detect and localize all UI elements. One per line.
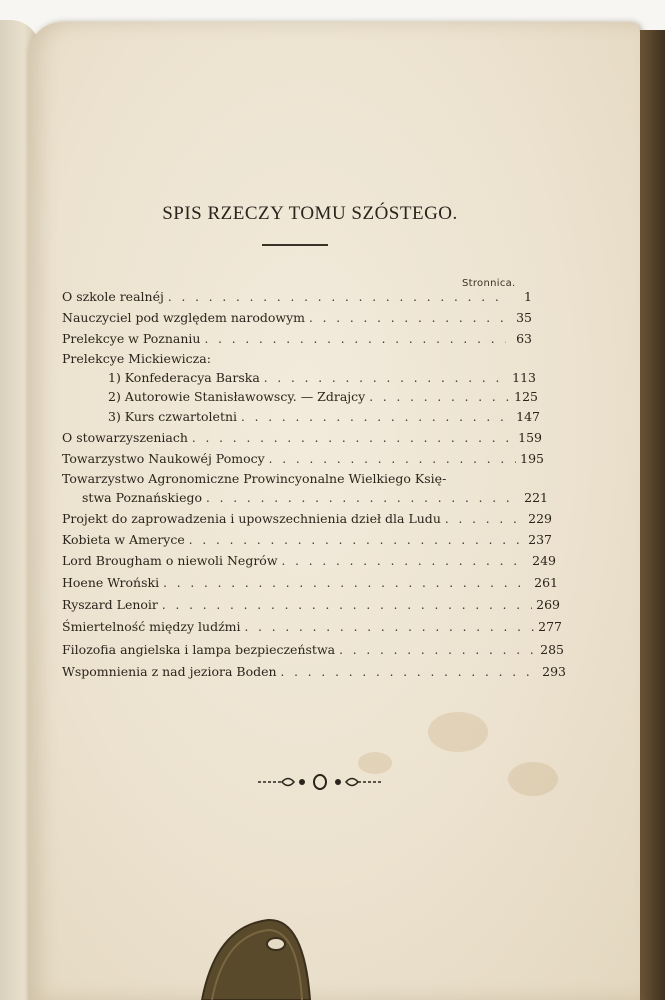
dot-leader [241,410,512,424]
toc-entry-title: O szkole realnéj [62,289,164,304]
toc-entry[interactable] [62,575,558,595]
dot-leader [206,491,520,505]
toc-entry[interactable] [62,597,560,617]
toc-entry[interactable] [62,532,552,552]
toc-entry-page: 221 [524,490,548,505]
toc-entry[interactable] [62,471,552,491]
dot-leader [339,643,536,657]
dot-leader [245,620,535,634]
toc-entry-page: 285 [540,642,564,657]
toc-entry-page: 237 [528,532,552,547]
toc-entry-title: 3) Kurs czwartoletni [108,409,238,424]
toc-entry-page: 125 [514,389,538,404]
dot-leader [168,290,506,304]
dot-leader [445,512,524,526]
page-title: SPIS RZECZY TOMU SZÓSTEGO. [162,203,458,224]
toc-entry-page: 35 [516,310,532,325]
toc-entry-page: 229 [528,511,552,526]
toc-entry-page: 159 [518,430,542,445]
toc-entry-title: Hoene Wroński [62,575,160,590]
dot-leader [192,431,514,445]
dot-leader [204,332,506,346]
page-column-label: Stronnica. [462,278,516,289]
toc-entry[interactable] [62,451,544,471]
toc-entry[interactable] [62,553,556,573]
toc-subentry[interactable] [108,409,540,429]
toc-entry-page: 269 [536,597,560,612]
toc-entry-title: Ryszard Lenoir [62,597,158,612]
toc-entry[interactable] [62,511,552,531]
toc-entry-page: 261 [534,575,558,590]
dot-leader [282,554,529,568]
toc-entry-page: 113 [512,370,536,385]
toc-entry-title: Prelekcye w Poznaniu [62,331,201,346]
toc-entry-title: Projekt do zaprowadzenia i upowszechnienia dzieł dla Ludu [62,511,441,526]
toc-entry-page: 63 [516,331,532,346]
dot-leader [189,533,524,547]
toc-entry-title: Filozofia angielska i lampa bezpieczeństwa [62,642,336,657]
toc-entry-page: 293 [542,664,566,679]
toc-entry-page: 277 [538,619,562,634]
toc-subentry[interactable] [108,370,536,390]
dot-leader [269,452,516,466]
toc-entry-page: 147 [516,409,540,424]
toc-entry-page: 1 [524,289,532,304]
toc-entry[interactable] [62,331,532,351]
dot-leader [369,390,510,404]
toc-entry-title: Towarzystwo Naukowéj Pomocy [62,451,265,466]
toc-entry-page: 195 [520,451,544,466]
toc-entry-title: Kobieta w Ameryce [62,532,185,547]
toc-entry[interactable] [62,642,564,662]
toc-entry-title: Śmiertelność między ludźmi [62,619,241,634]
toc-entry-continued[interactable] [82,490,548,510]
toc-entry-page: 249 [532,553,556,568]
metal-clasp-icon [196,918,316,1000]
toc-entry-title: Prelekcye Mickiewicza: [62,351,211,366]
toc-entry-title: Lord Brougham o niewoli Negrów [62,553,278,568]
toc-entry-title: Nauczyciel pod względem narodowym [62,310,306,325]
ornament-divider-icon [258,772,382,792]
dot-leader [163,576,530,590]
toc-entry-title: Towarzystwo Agronomiczne Prowincyonalne Wielkiego Księ- [62,471,447,486]
toc-entry[interactable] [62,289,532,309]
toc-entry[interactable] [62,430,542,450]
toc-entry[interactable] [62,664,566,684]
dot-leader [281,665,539,679]
toc-entry-title: O stowarzyszeniach [62,430,188,445]
dot-leader [309,311,506,325]
toc-entry[interactable] [62,619,562,639]
toc-entry-title: 2) Autorowie Stanisławowscy. — Zdrajcy [108,389,366,404]
toc-entry-title: Wspomnienia z nad jeziora Boden [62,664,277,679]
dot-leader [264,371,508,385]
toc-entry-title: 1) Konfederacya Barska [108,370,260,385]
dot-leader [162,598,532,612]
toc-entry[interactable] [62,310,532,330]
toc-section-heading [62,351,532,371]
toc-subentry[interactable] [108,389,538,409]
toc-entry-title: stwa Poznańskiego [82,490,203,505]
